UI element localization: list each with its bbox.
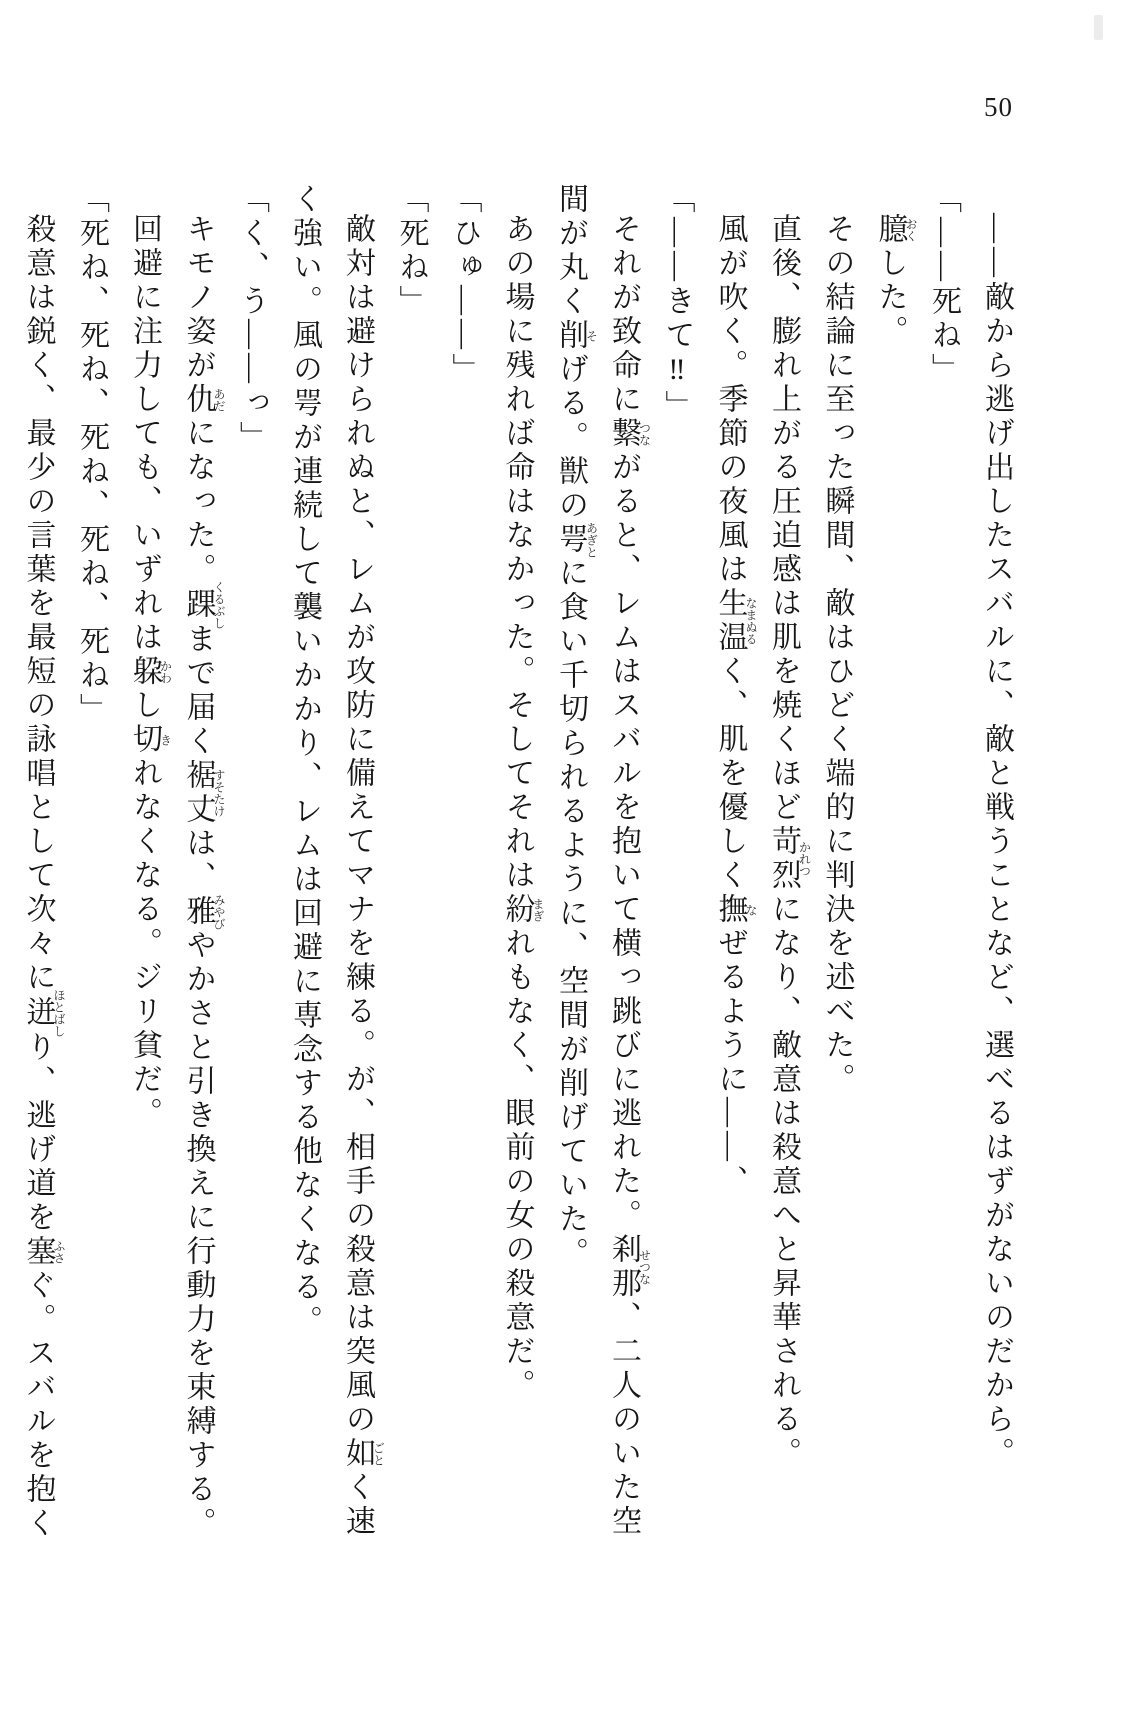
ruby-annotated-word: 苛烈かれつ: [767, 825, 812, 893]
ruby-annotated-word: 躱かわ: [128, 655, 173, 689]
text-paragraph: ——敵から逃げ出したスバルに、敵と戦うことなど、選べるはずがないのだから。: [980, 213, 1013, 1471]
furigana: せつな: [637, 1233, 652, 1301]
furigana: な: [744, 893, 758, 927]
furigana: つな: [637, 417, 652, 451]
ruby-annotated-word: 刹那せつな: [607, 1233, 652, 1301]
text-paragraph: その結論に至った瞬間、敵はひどく端的に判決を述べた。: [820, 213, 854, 1097]
furigana: ほとばし: [52, 989, 66, 1037]
furigana: かれつ: [797, 825, 812, 893]
text-paragraph: 回避に注力しても、いずれは躱かわし切きれなくなる。ジリ貧だ。: [128, 213, 173, 1131]
furigana: あだ: [212, 383, 226, 417]
ruby-annotated-word: 撫な: [713, 893, 758, 927]
furigana: みやび: [212, 894, 226, 930]
furigana: おく: [904, 213, 918, 247]
furigana: かわ: [158, 655, 173, 689]
text-block: [12, 183, 1024, 1563]
text-paragraph: 「死ね」: [394, 183, 428, 319]
ruby-annotated-word: 迸ほとばし: [21, 989, 66, 1037]
text-paragraph: 「く、う——っ」: [235, 183, 268, 455]
furigana: まぎ: [531, 893, 545, 927]
text-paragraph: あの場に残れば命はなかった。そしてそれは紛まぎれもなく、眼前の女の殺意だ。: [500, 213, 545, 1403]
text-paragraph: 風が吹く。季節の夜風は生温なまぬるく、肌を優しく撫なぜるように——、: [713, 213, 758, 1199]
ruby-annotated-word: 紛まぎ: [500, 893, 545, 927]
ruby-annotated-word: 咢あぎと: [554, 522, 599, 558]
furigana: あぎと: [584, 522, 599, 558]
text-paragraph: 「死ね、死ね、死ね、死ね、死ね」: [75, 183, 108, 727]
text-paragraph: 殺意は鋭く、最少の言葉を最短の詠唱として次々に迸ほとばしり、逃げ道を塞ふさぐ。スバルを抱く: [21, 213, 66, 1541]
ruby-annotated-word: 削そ: [554, 319, 599, 353]
furigana: なまぬる: [744, 587, 758, 655]
ruby-annotated-word: 臆おく: [873, 213, 918, 247]
text-paragraph: キモノ姿が仇あだになった。踝くるぶしまで届く裾丈すそたけは、雅みやびやかさと引き換えに行動力を束縛する。: [181, 213, 226, 1541]
text-paragraph: 「——きて‼」: [660, 183, 694, 424]
ruby-annotated-word: 生温なまぬる: [713, 587, 758, 655]
ruby-annotated-word: 踝くるぶし: [181, 581, 226, 629]
furigana: そ: [584, 319, 599, 353]
ruby-annotated-word: 裾丈すそたけ: [181, 759, 226, 827]
text-paragraph: 「ひゅ——」: [447, 183, 481, 387]
ruby-annotated-word: 如ごと: [341, 1437, 386, 1471]
text-paragraph: 敵対は避けられぬと、レムが攻防に備えてマナを練る。が、相手の殺意は突風の如ごとく速く強い。風の咢が連続して襲いかかり、レムは回避に専念する他なくなる。: [288, 183, 386, 1539]
furigana: ふさ: [52, 1235, 66, 1269]
text-paragraph: 直後、膨れ上がる圧迫感は肌を焼くほど苛烈かれつになり、敵意は殺意へと昇華される。: [767, 213, 812, 1471]
ruby-annotated-word: 塞ふさ: [21, 1235, 66, 1269]
furigana: くるぶし: [212, 581, 226, 629]
text-paragraph: それが致命に繋つながると、レムはスバルを抱いて横っ跳びに逃れた。刹那せつな、二人のいた空間が丸く削そげる。獣の咢あぎとに食い千切られるように、空間が削げていた。: [554, 183, 652, 1539]
ruby-annotated-word: 仇あだ: [181, 383, 226, 417]
ruby-annotated-word: 雅みやび: [181, 894, 226, 930]
text-paragraph: 「——死ね」: [927, 183, 960, 387]
furigana: き: [158, 723, 173, 757]
page-number: 50: [984, 92, 1013, 122]
scan-artifact-mark: [1094, 15, 1103, 40]
furigana: ごと: [371, 1437, 386, 1471]
ruby-annotated-word: 切き: [128, 723, 173, 757]
text-paragraph: 臆おくした。: [873, 213, 918, 349]
ruby-annotated-word: 繋つな: [607, 417, 652, 451]
furigana: すそたけ: [212, 759, 226, 827]
